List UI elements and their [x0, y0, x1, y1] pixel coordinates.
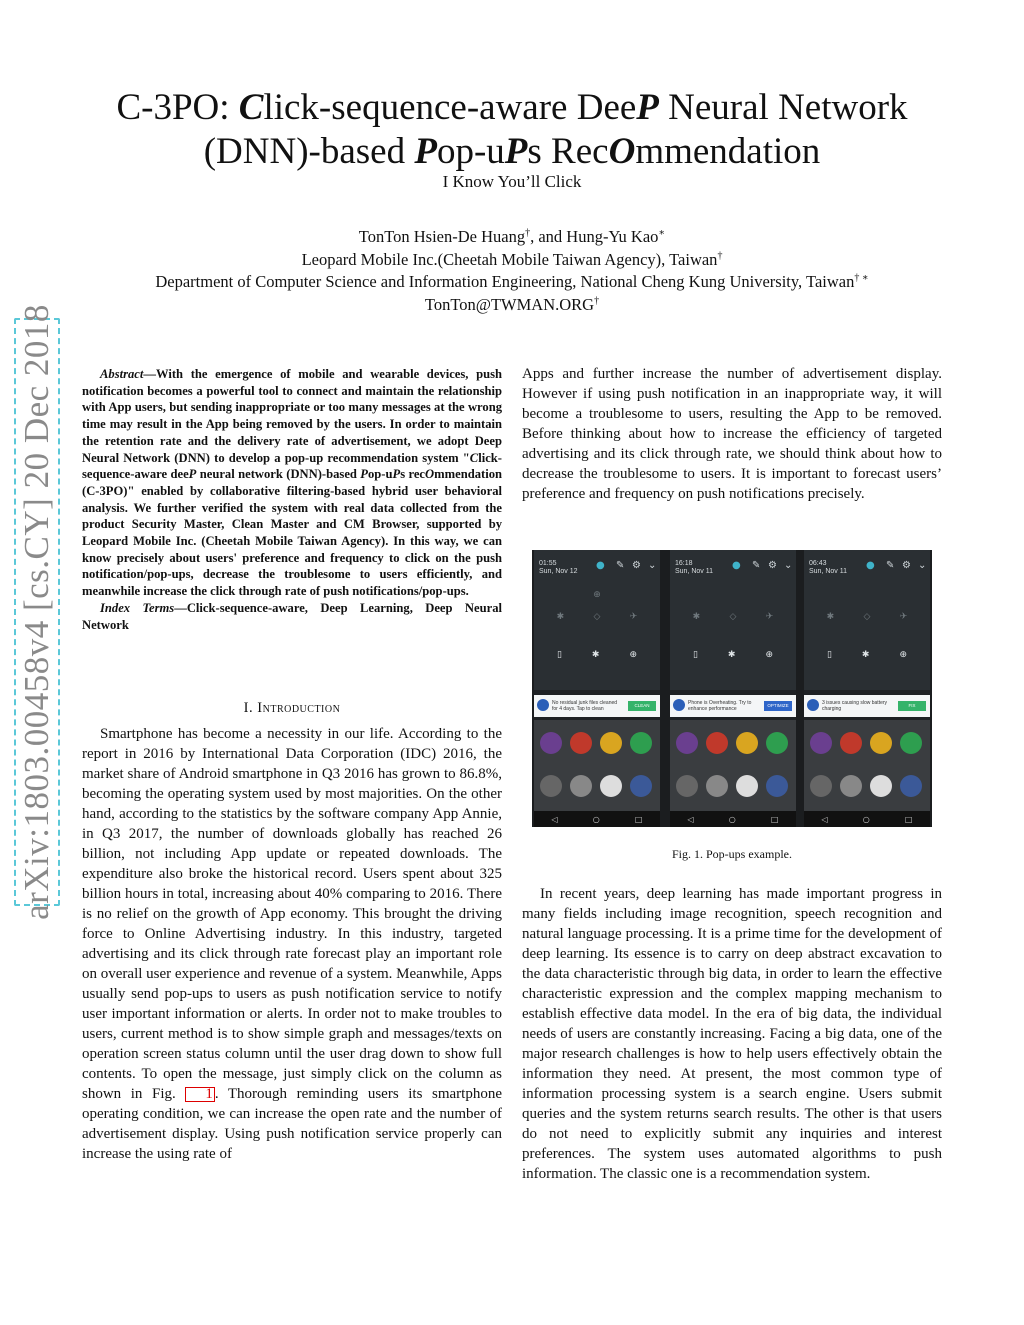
notification-shade [534, 550, 660, 690]
title-text: Neural Network (DNN)-based [203, 87, 908, 172]
app-icon [736, 732, 758, 754]
quick-settings-row [812, 650, 922, 660]
title-emphasis-letter: P [414, 131, 437, 172]
app-icon [673, 699, 685, 711]
quick-settings-row [542, 650, 652, 660]
gear-icon: ⚙ [902, 560, 911, 571]
author-email: TonTon@TWMAN.ORG† [424, 294, 600, 314]
phone-screenshot-3 [804, 550, 930, 827]
chevron-down-icon: ⌄ [648, 560, 657, 571]
affiliation-2: Department of Computer Science and Information Engineering, National Cheng Kung University, Taiwan† ∗ [155, 272, 869, 291]
back-icon[interactable]: ◁ [821, 814, 828, 824]
bluetooth-icon: ✱ [826, 612, 835, 622]
right-column-paragraph-1: Apps and further increase the number of advertisement display. However if using push notification in an inappropriate way, it will become a troublesome to users, resulting the App to be removed. Before thinking about how to increase the efficiency of targeted advertising and its click through rate, we should think about how to decrease the troublesome to users. It is important to forecast users’ preference and frequency on push notifications precisely. [522, 366, 942, 502]
clean-button[interactable]: CLEAN [628, 701, 656, 711]
home-screen [670, 720, 796, 827]
app-icon [600, 775, 622, 797]
bluetooth-icon: ✱ [727, 650, 736, 660]
figure-reference-link[interactable]: 1 [185, 1087, 215, 1102]
recents-icon[interactable]: □ [770, 814, 779, 824]
arxiv-identifier-text: arXiv:1803.00458v4 [cs.CY] 20 Dec 2018 [17, 304, 56, 920]
popup-notification[interactable]: 3 issues causing slow battery charging FIX [804, 695, 930, 717]
phone-icon: ▯ [556, 650, 562, 660]
title-emphasis-letter: O [608, 131, 636, 172]
app-icon [630, 775, 652, 797]
app-icon [537, 699, 549, 711]
figure-popups-example [532, 550, 932, 827]
app-icon [807, 699, 819, 711]
brightness-row [542, 590, 652, 600]
notification-shade [804, 550, 930, 690]
app-icon [570, 775, 592, 797]
intro-paragraph: Smartphone has become a necessity in our life. According to the report in 2016 by International Data Corporation (IDC) 2016, the market share of Android smartphone in Q3 2016 has grown to 86.8%, becoming the operating system used by most majorities. On the other hand, according to the statistics by the software company App Annie, in Q3 2017, the number of downloads globally has reached 26 billion, not including App update or repeated downloads. The expenditure also broke the historical record. Users spent about 325 billion hours in total, increasing about 40% comparing to 2016. There is no relief on the growth of App economy. This brought the driving force to Online Advertising industry. In this industry, targeted advertising and its click through rate forecast play an important role on overall user experience and revenue of a system. Meanwhile, Apps usually send pop-ups to users as push notification service to notify user important information or alerts. In order not to make troubles to users, current method is to show simple graph and messages/texts on operation screen status column until the user drag down to show full contents. To open the message, just simply click on the column as shown in Fig. 1 . Thorough reminding users its smartphone operating condition, we can increase the open rate and the number of advertisement display. Using push notification service properly can increase the using rate of [82, 726, 502, 1162]
paper-subtitle: I Know You’ll Click [442, 172, 582, 191]
affiliation-1: Leopard Mobile Inc.(Cheetah Mobile Taiwan Agency), Taiwan† [301, 249, 723, 269]
title-text: mmendation [635, 131, 821, 172]
app-icon [840, 775, 862, 797]
airplane-icon: ✈ [629, 612, 638, 622]
recents-icon[interactable]: □ [634, 814, 643, 824]
gear-icon: ⚙ [632, 560, 641, 571]
home-screen [534, 720, 660, 827]
app-icon [630, 732, 652, 754]
quick-settings-row [812, 612, 922, 622]
title-emphasis-letter: P [636, 87, 659, 128]
user-icon: ● [866, 560, 875, 571]
bluetooth-icon: ✱ [861, 650, 870, 660]
phone-icon: ▯ [692, 650, 698, 660]
airplane-icon: ✈ [899, 612, 908, 622]
wifi-icon: ◇ [863, 612, 871, 622]
home-icon[interactable]: ○ [862, 814, 870, 824]
optimize-button[interactable]: OPTIMIZE [764, 701, 792, 711]
status-clock: 06:43 Sun, Nov 11 [809, 560, 848, 575]
user-icon: ● [732, 560, 741, 571]
app-icon [870, 732, 892, 754]
navigation-bar [804, 811, 930, 827]
app-icon [900, 775, 922, 797]
home-screen [804, 720, 930, 827]
notification-shade [670, 550, 796, 690]
app-icon [706, 732, 728, 754]
app-icon [766, 775, 788, 797]
app-icon [840, 732, 862, 754]
edit-icon: ✎ [752, 560, 761, 571]
author-names: TonTon Hsien-De Huang†, and Hung-Yu Kao∗ [358, 227, 666, 246]
brightness-icon: ⊕ [593, 590, 601, 600]
app-icon [870, 775, 892, 797]
home-icon[interactable]: ○ [592, 814, 600, 824]
phone-screenshot-2 [670, 550, 796, 827]
quick-settings-row [542, 612, 652, 622]
fix-button[interactable]: FIX [898, 701, 926, 711]
title-text: s Rec [527, 131, 609, 172]
abstract-paragraph: Abstract—With the emergence of mobile and wearable devices, push notification becomes a powerful tool to connect and maintain the relationship with App users, but sending inappropriate or too many messages at the wrong time may result in the App being removed by the users. In order to maintain the retention rate and the delivery rate of advertisement, we adopt Deep Neural Network (DNN) to develop a pop-up recommendation system "Click-sequence-aware deeP neural network (DNN)-based Pop-uPs recOmmendation (C-3PO)" enabled by collaborative filtering-based hybrid user behavioral analysis. We further verified the system with real data collected from the product Security Master, Clean Master and CM Browser, supported by Leopard Mobile Inc. (Cheetah Mobile Taiwan Agency). In this way, we can know precisely about users' preference and frequency to click on the push notification/pop-ups, decrease the troublesome to users efficiently, and meanwhile increase the click through rate of push notifications/pop-ups. [82, 367, 503, 599]
title-text: C-3PO: [116, 87, 239, 128]
globe-icon: ⊕ [629, 650, 637, 660]
gear-icon: ⚙ [768, 560, 777, 571]
navigation-bar [670, 811, 796, 827]
home-icon[interactable]: ○ [728, 814, 736, 824]
status-clock: 01:55 Sun, Nov 12 [539, 560, 578, 575]
paper-title [60, 86, 964, 174]
app-icon [810, 775, 832, 797]
chevron-down-icon: ⌄ [918, 560, 927, 571]
wifi-icon: ◇ [729, 612, 737, 622]
airplane-icon: ✈ [765, 612, 774, 622]
app-icon [736, 775, 758, 797]
bluetooth-icon: ✱ [556, 612, 565, 622]
title-text: lick-sequence-aware Dee [263, 87, 637, 128]
bluetooth-icon: ✱ [591, 650, 600, 660]
quick-settings-row [678, 650, 788, 660]
abstract [82, 366, 502, 633]
back-icon[interactable]: ◁ [551, 814, 558, 824]
phone-icon: ▯ [826, 650, 832, 660]
app-icon [540, 732, 562, 754]
app-icon [676, 732, 698, 754]
phone-screenshot-1 [534, 550, 660, 827]
popup-notification[interactable]: No residual junk files cleaned for 4 days. Tap to clean CLEAN [534, 695, 660, 717]
app-icon [810, 732, 832, 754]
index-terms: Index Terms—Click-sequence-aware, Deep Learning, Deep Neural Network [82, 600, 502, 632]
chevron-down-icon: ⌄ [784, 560, 793, 571]
wifi-icon: ◇ [593, 612, 601, 622]
author-block [40, 226, 984, 316]
title-emphasis-letter: C [238, 87, 264, 128]
back-icon[interactable]: ◁ [687, 814, 694, 824]
bluetooth-icon: ✱ [692, 612, 701, 622]
recents-icon[interactable]: □ [904, 814, 913, 824]
popup-notification[interactable]: Phone is Overheating. Try to enhance performance OPTIMIZE [670, 695, 796, 717]
globe-icon: ⊕ [765, 650, 773, 660]
globe-icon: ⊕ [899, 650, 907, 660]
app-icon [900, 732, 922, 754]
figure-caption: Fig. 1. Pop-ups example. [672, 847, 792, 861]
app-icon [676, 775, 698, 797]
introduction-text [82, 724, 502, 1164]
status-clock: 16:18 Sun, Nov 11 [675, 560, 714, 575]
right-column-paragraph-2: In recent years, deep learning has made important progress in many fields including image recognition, speech recognition and natural language processing. It is a prime time for the development of deep learning. Its essence is to carry on deep abstract excavation to the data characteristic through big data, in order to learn the effective characteristic expression and the complex mapping mechanism to establish effective data model. In the era of big data, the individual needs of users are constantly increasing. Facing a big data, one of the major research challenges is how to help users effectively obtain the information they need. At present, the most common type of information processing system is a search engine. Users submit queries and the system returns search results. The other is that users do not need to explicitly submit any inquiries and interest preferences. The system uses automated algorithms to push information. The classic one is a recommendation system. [522, 886, 942, 1182]
user-icon: ● [596, 560, 605, 571]
app-icon [600, 732, 622, 754]
app-icon [570, 732, 592, 754]
app-icon [540, 775, 562, 797]
title-text: op-u [436, 131, 505, 172]
edit-icon: ✎ [616, 560, 625, 571]
section-heading-introduction: I. Introduction [243, 700, 341, 716]
navigation-bar [534, 811, 660, 827]
title-emphasis-letter: P [504, 131, 528, 172]
app-icon [706, 775, 728, 797]
quick-settings-row [678, 612, 788, 622]
arxiv-identifier [14, 304, 60, 920]
app-icon [766, 732, 788, 754]
edit-icon: ✎ [886, 560, 895, 571]
